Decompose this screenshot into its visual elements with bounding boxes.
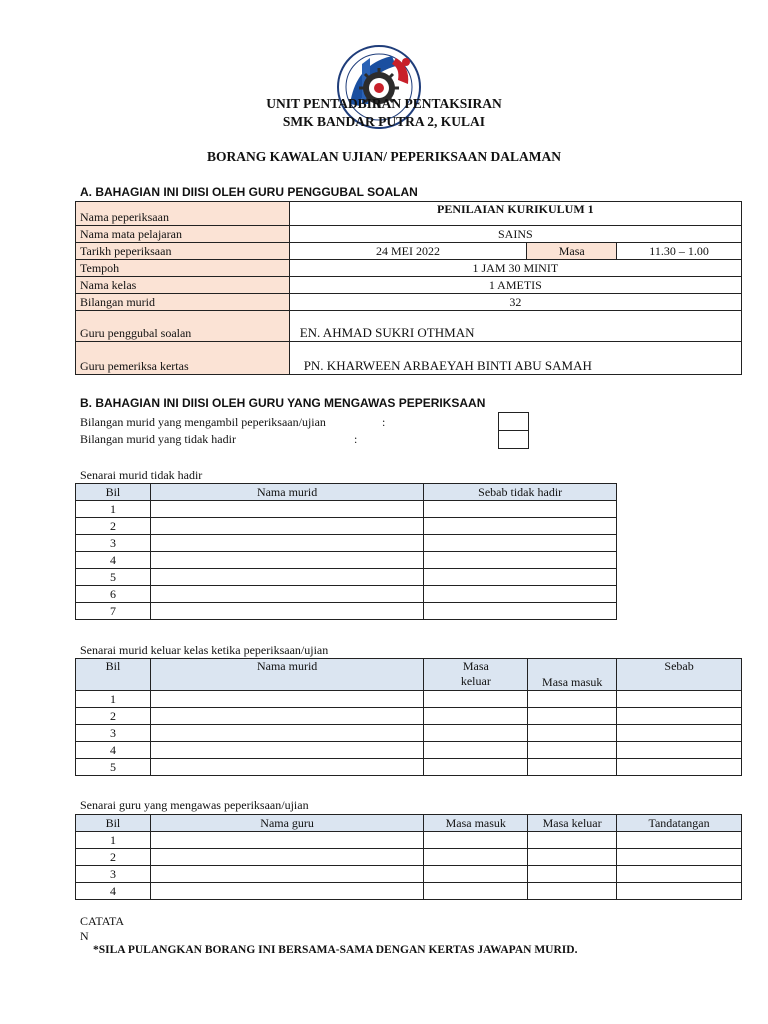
row-number: 4 <box>76 742 151 759</box>
took-exam-label: Bilangan murid yang mengambil peperiksaan/ujian <box>80 415 326 429</box>
time-out-cell[interactable] <box>424 759 528 776</box>
time-out-cell[interactable] <box>528 883 617 900</box>
duration-label: Tempoh <box>76 260 290 277</box>
row-number: 3 <box>76 866 151 883</box>
time-out-cell[interactable] <box>424 742 528 759</box>
time-value: 11.30 – 1.00 <box>617 243 742 260</box>
return-form-note: *SILA PULANGKAN BORANG INI BERSAMA-SAMA DENGAN KERTAS JAWAPAN MURID. <box>93 944 578 956</box>
time-out-cell[interactable] <box>424 725 528 742</box>
col-header-student-name: Nama murid <box>150 659 424 691</box>
school-name: SMK BANDAR PUTRA 2, KULAI <box>282 114 486 129</box>
col-header-time-out: Masa keluar <box>528 815 617 832</box>
exam-name-label: Nama peperiksaan <box>76 202 290 226</box>
time-in-cell[interactable] <box>528 691 617 708</box>
table-row <box>76 759 742 776</box>
time-out-cell[interactable] <box>528 849 617 866</box>
col-header-time-in: Masa masuk <box>528 659 617 691</box>
time-in-cell[interactable] <box>528 742 617 759</box>
form-title: BORANG KAWALAN UJIAN/ PEPERIKSAAN DALAMAN <box>206 149 562 164</box>
section-b-heading: B. BAHAGIAN INI DIISI OLEH GURU YANG MENGAWAS PEPERIKSAAN <box>80 396 486 410</box>
time-in-cell[interactable] <box>424 883 528 900</box>
teacher-name-cell[interactable] <box>150 883 423 900</box>
signature-cell[interactable] <box>617 883 742 900</box>
time-label: Masa <box>527 243 617 260</box>
reason-cell[interactable] <box>617 691 742 708</box>
col-header-reason: Sebab <box>617 659 742 691</box>
teacher-name-cell[interactable] <box>150 832 423 849</box>
row-number: 1 <box>76 691 151 708</box>
col-header-absence-reason: Sebab tidak hadir <box>424 484 617 501</box>
invigilators-table <box>75 814 742 900</box>
students-leaving-table <box>75 658 742 776</box>
col-header-time-in: Masa masuk <box>424 815 528 832</box>
time-in-cell[interactable] <box>424 832 528 849</box>
table-row <box>76 552 617 569</box>
teacher-name-cell[interactable] <box>150 866 423 883</box>
subject-label: Nama mata pelajaran <box>76 226 290 243</box>
exam-details-table <box>75 201 742 375</box>
student-name-cell[interactable] <box>150 691 424 708</box>
col-header-student-name: Nama murid <box>150 484 423 501</box>
teacher-list-caption: Senarai guru yang mengawas peperiksaan/ujian <box>80 798 309 812</box>
col-header-bil: Bil <box>76 484 151 501</box>
time-out-cell[interactable] <box>424 708 528 725</box>
signature-cell[interactable] <box>617 849 742 866</box>
date-label: Tarikh peperiksaan <box>76 243 290 260</box>
student-name-cell[interactable] <box>150 586 423 603</box>
time-in-cell[interactable] <box>424 866 528 883</box>
checker-value: PN. KHARWEEN ARBAEYAH BINTI ABU SAMAH <box>289 342 741 375</box>
duration-value: 1 JAM 30 MINIT <box>289 260 741 277</box>
table-row <box>76 535 617 552</box>
row-number: 7 <box>76 603 151 620</box>
time-in-cell[interactable] <box>424 849 528 866</box>
table-row <box>76 569 617 586</box>
absent-colon: : <box>354 432 358 446</box>
table-row <box>76 832 742 849</box>
reason-cell[interactable] <box>424 552 617 569</box>
reason-cell[interactable] <box>424 518 617 535</box>
table-row <box>76 691 742 708</box>
time-out-cell[interactable] <box>424 691 528 708</box>
table-row <box>76 603 617 620</box>
signature-cell[interactable] <box>617 832 742 849</box>
note-label: CATATA <box>80 914 125 928</box>
checker-label: Guru pemeriksa kertas <box>76 342 290 375</box>
table-row <box>76 586 617 603</box>
row-number: 4 <box>76 883 151 900</box>
time-in-cell[interactable] <box>528 725 617 742</box>
row-number: 5 <box>76 759 151 776</box>
absent-list-caption: Senarai murid tidak hadir <box>80 468 203 482</box>
row-number: 5 <box>76 569 151 586</box>
student-name-cell[interactable] <box>150 603 423 620</box>
reason-cell[interactable] <box>424 603 617 620</box>
row-number: 3 <box>76 535 151 552</box>
col-header-signature: Tandatangan <box>617 815 742 832</box>
setter-value: EN. AHMAD SUKRI OTHMAN <box>289 311 741 342</box>
col-header-time-out: Masa keluar <box>424 659 528 691</box>
row-number: 1 <box>76 832 151 849</box>
took-exam-count-box[interactable] <box>498 412 529 431</box>
col-header-bil: Bil <box>76 815 151 832</box>
students-label: Bilangan murid <box>76 294 290 311</box>
date-value: 24 MEI 2022 <box>289 243 527 260</box>
table-row <box>76 501 617 518</box>
reason-cell[interactable] <box>617 708 742 725</box>
row-number: 2 <box>76 849 151 866</box>
class-label: Nama kelas <box>76 277 290 294</box>
student-name-cell[interactable] <box>150 569 423 586</box>
student-name-cell[interactable] <box>150 708 424 725</box>
time-in-cell[interactable] <box>528 759 617 776</box>
student-name-cell[interactable] <box>150 725 424 742</box>
subject-value: SAINS <box>289 226 741 243</box>
section-a-heading: A. BAHAGIAN INI DIISI OLEH GURU PENGGUBAL SOALAN <box>80 185 418 199</box>
row-number: 4 <box>76 552 151 569</box>
student-name-cell[interactable] <box>150 552 423 569</box>
unit-title: UNIT PENTADBIRAN PENTAKSIRAN <box>266 96 502 111</box>
reason-cell[interactable] <box>424 586 617 603</box>
reason-cell[interactable] <box>424 501 617 518</box>
signature-cell[interactable] <box>617 866 742 883</box>
students-value: 32 <box>289 294 741 311</box>
reason-cell[interactable] <box>617 759 742 776</box>
class-value: 1 AMETIS <box>289 277 741 294</box>
student-name-cell[interactable] <box>150 518 423 535</box>
student-name-cell[interactable] <box>150 535 423 552</box>
student-name-cell[interactable] <box>150 759 424 776</box>
took-exam-colon: : <box>382 415 386 429</box>
col-header-teacher-name: Nama guru <box>150 815 423 832</box>
row-number: 1 <box>76 501 151 518</box>
teacher-name-cell[interactable] <box>150 849 423 866</box>
table-row <box>76 725 742 742</box>
row-number: 6 <box>76 586 151 603</box>
row-number: 2 <box>76 708 151 725</box>
row-number: 2 <box>76 518 151 535</box>
table-row <box>76 518 617 535</box>
col-header-bil: Bil <box>76 659 151 691</box>
student-name-cell[interactable] <box>150 501 423 518</box>
setter-label: Guru penggubal soalan <box>76 311 290 342</box>
absent-label: Bilangan murid yang tidak hadir <box>80 432 236 446</box>
exam-name-value: PENILAIAN KURIKULUM 1 <box>289 202 741 226</box>
table-row <box>76 883 742 900</box>
note-label-continued: N <box>80 929 89 943</box>
reason-cell[interactable] <box>424 535 617 552</box>
table-row <box>76 708 742 725</box>
reason-cell[interactable] <box>424 569 617 586</box>
table-row <box>76 742 742 759</box>
time-out-cell[interactable] <box>528 866 617 883</box>
absent-count-box[interactable] <box>498 430 529 449</box>
time-out-cell[interactable] <box>528 832 617 849</box>
table-row <box>76 866 742 883</box>
reason-cell[interactable] <box>617 742 742 759</box>
reason-cell[interactable] <box>617 725 742 742</box>
time-in-cell[interactable] <box>528 708 617 725</box>
absent-students-table <box>75 483 617 620</box>
row-number: 3 <box>76 725 151 742</box>
student-name-cell[interactable] <box>150 742 424 759</box>
leave-list-caption: Senarai murid keluar kelas ketika peperiksaan/ujian <box>80 643 329 657</box>
table-row <box>76 849 742 866</box>
